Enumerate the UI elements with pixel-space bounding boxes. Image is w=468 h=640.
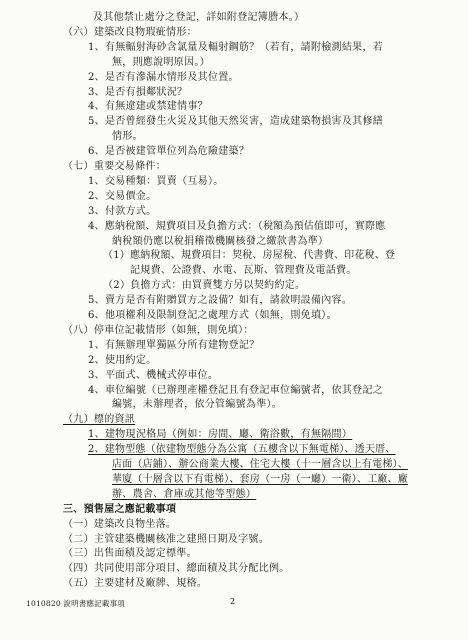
section-heading-7: （七）重要交易條件： (63, 161, 166, 172)
text-line: 4、有無違建或禁建情事？ (88, 101, 208, 113)
text-line: 1、有無輻射海砂含氯量及輻射鋼筋？（若有，請附檢測結果，若 (88, 41, 384, 53)
text-line: （2）負擔方式：由買賣雙方另以契約約定。 (103, 280, 306, 292)
text-line: 1、有無辦理單獨區分所有建物登記？ (88, 339, 260, 351)
text-line: （一）建築改良物坐落。 (63, 518, 177, 530)
text-line: 4、車位編號（已辦理產權登記且有登記車位編號者，依其登記之 (88, 384, 384, 396)
text-line: 3、平面式、機械式停車位。 (88, 369, 219, 381)
section-heading-6: （六）建築改良物瑕疵情形： (63, 26, 197, 38)
section-heading-9: （九）標的資訊 (63, 414, 136, 426)
section-heading-3: 三、預售屋之應記載事項 (63, 503, 177, 515)
text-line: （二）主管建築機關核准之建照日期及字號。 (63, 533, 269, 545)
text-line: 3、是否有損鄰狀況？ (88, 86, 188, 98)
text-line: 3、付款方式。 (88, 205, 157, 217)
text-line: 編號，未辦理者，依分管編號為準）。 (112, 399, 283, 411)
text-line: 無，則應說明原因。） (112, 56, 210, 68)
text-line: （1）應納稅額、規費項目：契稅、房屋稅、代書費、印花稅、登 (103, 250, 396, 262)
text-line: 2、交易價金。 (88, 190, 157, 202)
text-line: 2、是否有滲漏水情形及其位置。 (88, 71, 239, 83)
text-line: 納稅額仍應以稅捐稽徵機關核發之繳款書為準） (112, 235, 329, 247)
text-line: 6、是否被建管單位列為危險建築？ (88, 146, 250, 158)
text-line: 6、他項權利及限制登記之處理方式（如無，則免填）。 (88, 310, 337, 321)
text-line: （三）出售面積及認定標準。 (63, 548, 197, 560)
text-line: 情形。 (112, 131, 143, 143)
text-line: 2、建物型態（依建物型態分為公寓（五樓含以下無電梯）、透天厝、 (88, 444, 396, 456)
text-line: 2、使用約定。 (88, 354, 157, 366)
text-line: 華廈（十層含以下有電梯）、套房（一房（一廳）一衛）、工廠、廠 (112, 473, 408, 485)
text-line: （五）主要建材及廠牌、規格。 (63, 578, 208, 590)
text-line: 及其他禁止處分之登記，詳如附登記簿謄本。） (93, 12, 305, 23)
text-line: 5、是否曾經發生火災及其他天然災害，造成建築物損害及其修繕 (88, 116, 384, 128)
text-line: （四）共同使用部分項目、總面積及其分配比例。 (63, 563, 290, 575)
text-line: 辦、農舍、倉庫或其他等型態） (112, 488, 257, 500)
text-line: 5、賣方是否有附贈買方之設備？如有，請敘明設備內容。 (88, 295, 353, 307)
text-line: 1、交易種類：買賣（互易）。 (88, 175, 224, 187)
text-line: 1、建物現況格局（例如：房間、廳、衛浴數，有無隔間） (88, 429, 353, 441)
text-line: 4、應納稅額、規費項目及負擔方式：（稅額為預估值即可，實際應 (88, 220, 386, 232)
text-line: 店面（店鋪）、辦公商業大樓、住宅大樓（十一層含以上有電梯）、 (112, 459, 408, 470)
footer-doc-code: 1010820 說明書應記載事項 (26, 599, 125, 608)
section-heading-8: （八）停車位記載情形（如無，則免填）： (63, 324, 254, 336)
text-line: 記規費、公證費、水電、瓦斯、管理費及電話費。 (130, 265, 357, 277)
footer-page-number: 2 (230, 597, 236, 606)
